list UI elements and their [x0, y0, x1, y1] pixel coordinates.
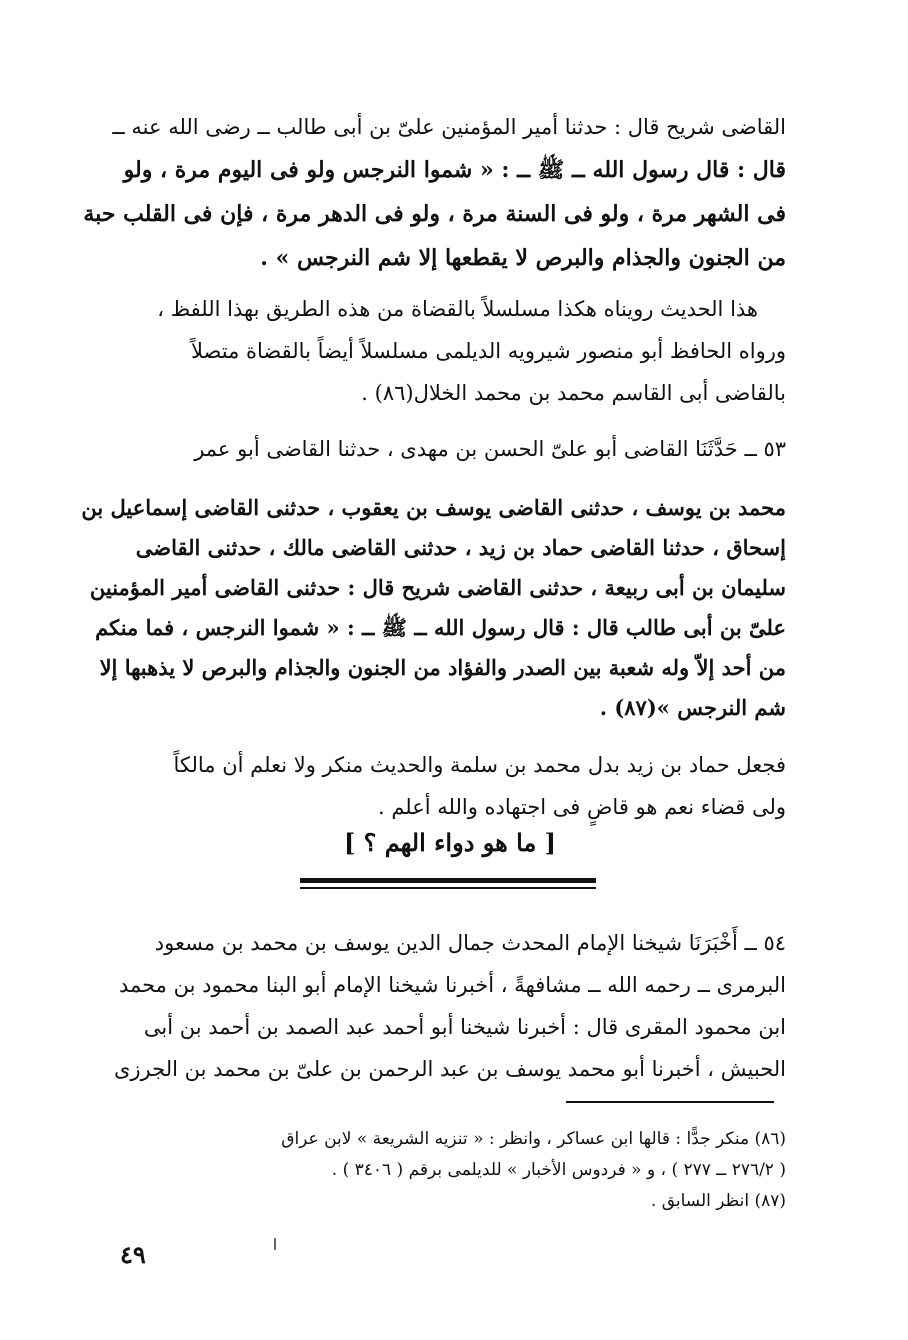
page-number: ٤٩: [120, 1240, 146, 1269]
text-line: محمد بن يوسف ، حدثنى القاضى يوسف بن يعقوب ، حدثنى القاضى إسماعيل بن: [81, 495, 786, 520]
text-block-5: [110, 922, 786, 1090]
text-line: إسحاق ، حدثنا القاضى حماد بن زيد ، حدثنى القاضى مالك ، حدثنى القاضى: [135, 535, 786, 560]
footnote-line: ( ٢٧٦/٢ ــ ٢٧٧ ) ، و « فردوس الأخبار » للديلمى برقم ( ٣٤٠٦ ) .: [331, 1160, 786, 1180]
footnote-separator: [566, 1101, 774, 1103]
hadith-number-line: ٥٣ ــ حَدَّثَنَا القاضى أبو علىّ الحسن بن مهدى ، حدثنا القاضى أبو عمر: [194, 437, 786, 461]
text-line: هذا الحديث رويناه هكذا مسلسلاً بالقضاة من هذه الطريق بهذا اللفظ ،: [157, 297, 758, 321]
text-line: سليمان بن أبى ربيعة ، حدثنى القاضى شريح قال : حدثنى القاضى أمير المؤمنين: [89, 575, 786, 600]
text-line: ولى قضاء نعم هو قاضٍ فى اجتهاده والله أعلم .: [377, 795, 786, 819]
text-block-3: [81, 428, 786, 728]
footnotes: [110, 1124, 786, 1217]
text-line: قال : قال رسول الله ــ ﷺ ــ : « شموا النرجس ولو فى اليوم مرة ، ولو: [123, 157, 786, 183]
heading-rule-thin: [300, 887, 596, 889]
text-line: من أحد إلاّ وله شعبة بين الصدر والفؤاد من الجنون والجذام والبرص لا يذهبها إلا: [99, 655, 786, 680]
print-mark: [274, 1238, 276, 1250]
text-line: القاضى شريح قال : حدثنا أمير المؤمنين علىّ بن أبى طالب ــ رضى الله عنه ــ: [112, 115, 786, 139]
text-line: ورواه الحافظ أبو منصور شيرويه الديلمى مسلسلاً أيضاً بالقضاة متصلاً: [191, 339, 786, 363]
footnote-line: (٨٦) منكر جدًّا : قالها ابن عساكر ، وانظر : « تنزيه الشريعة » لابن عراق: [281, 1129, 786, 1149]
text-line: ابن محمود المقرى قال : أخبرنا شيخنا أبو أحمد عبد الصمد بن أحمد بن أبى: [143, 1015, 786, 1039]
text-block-1: [83, 106, 786, 280]
text-line: فى الشهر مرة ، ولو فى السنة مرة ، ولو فى الدهر مرة ، فإن فى القلب حبة: [83, 201, 786, 227]
heading-rule-thick: [300, 878, 596, 883]
text-line: بالقاضى أبى القاسم محمد بن محمد الخلال(٨٦) .: [361, 381, 786, 405]
text-line: من الجنون والجذام والبرص لا يقطعها إلا شم النرجس » .: [260, 245, 786, 271]
text-line: علىّ بن أبى طالب قال : قال رسول الله ــ ﷺ ــ : « شموا النرجس ، فما منكم: [95, 615, 786, 640]
text-block-4: [110, 744, 786, 828]
text-line: شم النرجس »(٨٧) .: [599, 695, 786, 720]
text-line: فجعل حماد بن زيد بدل محمد بن سلمة والحديث منكر ولا نعلم أن مالكاً: [173, 753, 786, 777]
footnote-line: (٨٧) انظر السابق .: [650, 1191, 786, 1211]
text-line: الحبيش ، أخبرنا أبو محمد يوسف بن عبد الرحمن بن علىّ بن محمد بن الجرزى: [113, 1057, 786, 1081]
text-line: ٥٤ ــ أَخْبَرَنَا شيخنا الإمام المحدث جمال الدين يوسف بن محمد بن مسعود: [154, 931, 786, 955]
text-line: البرمرى ــ رحمه الله ــ مشافهةً ، أخبرنا شيخنا الإمام أبو البنا محمود بن محمد: [118, 973, 786, 997]
text-block-2: [110, 288, 786, 414]
section-heading: [ ما هو دواء الهم ؟ ]: [343, 828, 557, 857]
